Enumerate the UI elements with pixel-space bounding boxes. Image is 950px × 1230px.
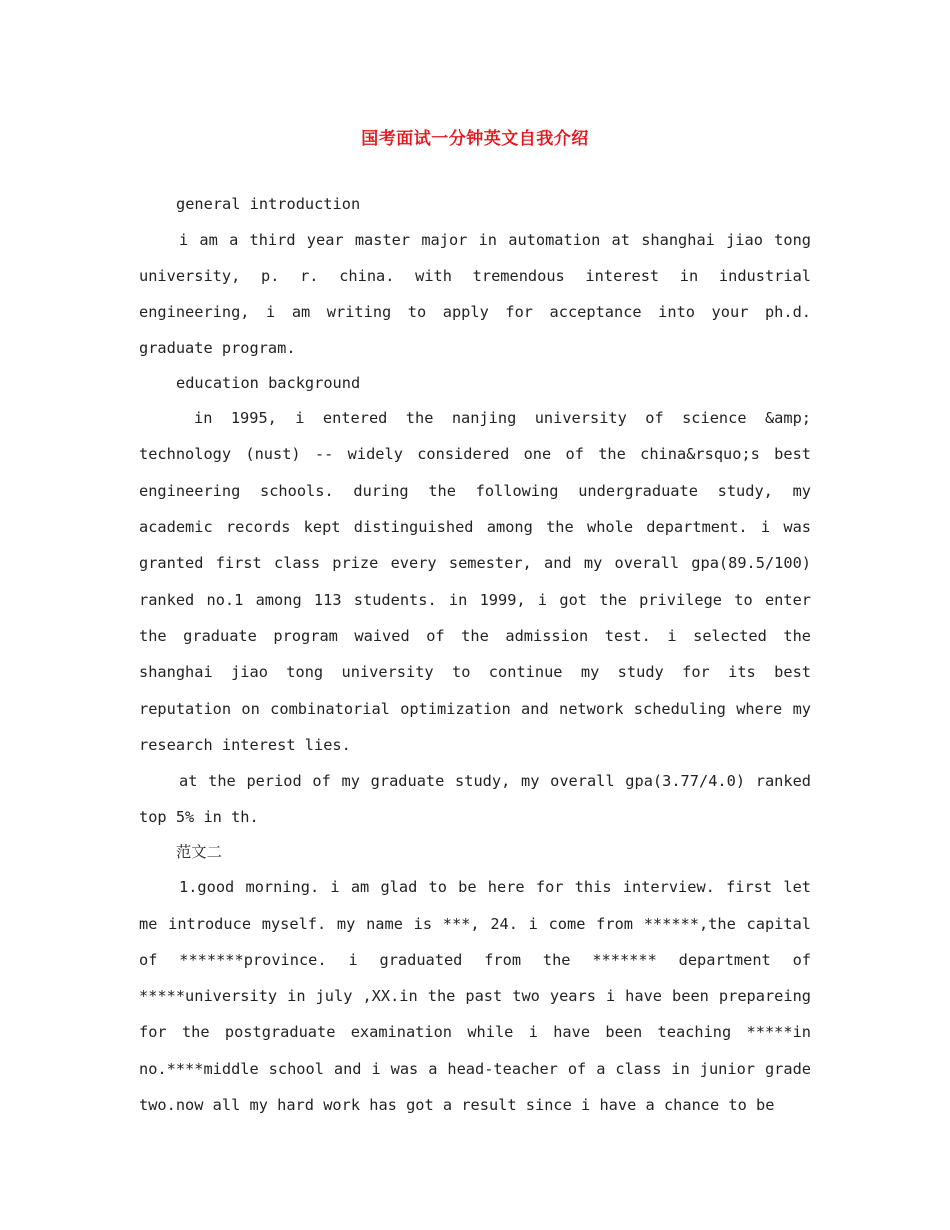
section-heading-general-introduction: general introduction — [176, 195, 361, 213]
paragraph-introduction: i am a third year master major in automation at shanghai jiao tong university, p. r. china. with tremendous interest in industrial engineering, i am writing to apply for acceptance into your ph.d. graduate program. — [139, 230, 811, 358]
paragraph-sample-two: 1.good morning. i am glad to be here for this interview. first let me introduce myself. my name is ***, 24. i come from ******,the capital of *******province. i graduated from the ******* department of *****university in july ,XX.in the past two years i have been prepareing for the postgraduate examination while i have been teaching *****in no.****middle school and i was a head-teacher of a class in junior grade two.now all my hard work has got a result since i have a chance to be — [139, 878, 811, 1115]
document-title: 国考面试一分钟英文自我介绍 — [361, 129, 589, 149]
paragraph-graduate-study: at the period of my graduate study, my overall gpa(3.77/4.0) ranked top 5% in th. — [139, 772, 811, 827]
section-heading-sample-two: 范文二 — [176, 842, 222, 861]
paragraph-education: in 1995, i entered the nanjing university of science &amp; technology (nust) -- widely considered one of the china&rsquo;s best engineering schools. during the following undergraduate study, my academic records kept distinguished among the whole department. i was granted first class prize every semester, and my overall gpa(89.5/100) ranked no.1 among 113 students. in 1999, i got the privilege to enter the graduate program waived of the admission test. i selected the shanghai jiao tong university to continue my study for its best reputation on combinatorial optimization and network scheduling where my research interest lies. — [139, 409, 811, 754]
document-body — [139, 188, 811, 1123]
section-heading-education-background: education background — [176, 373, 361, 392]
